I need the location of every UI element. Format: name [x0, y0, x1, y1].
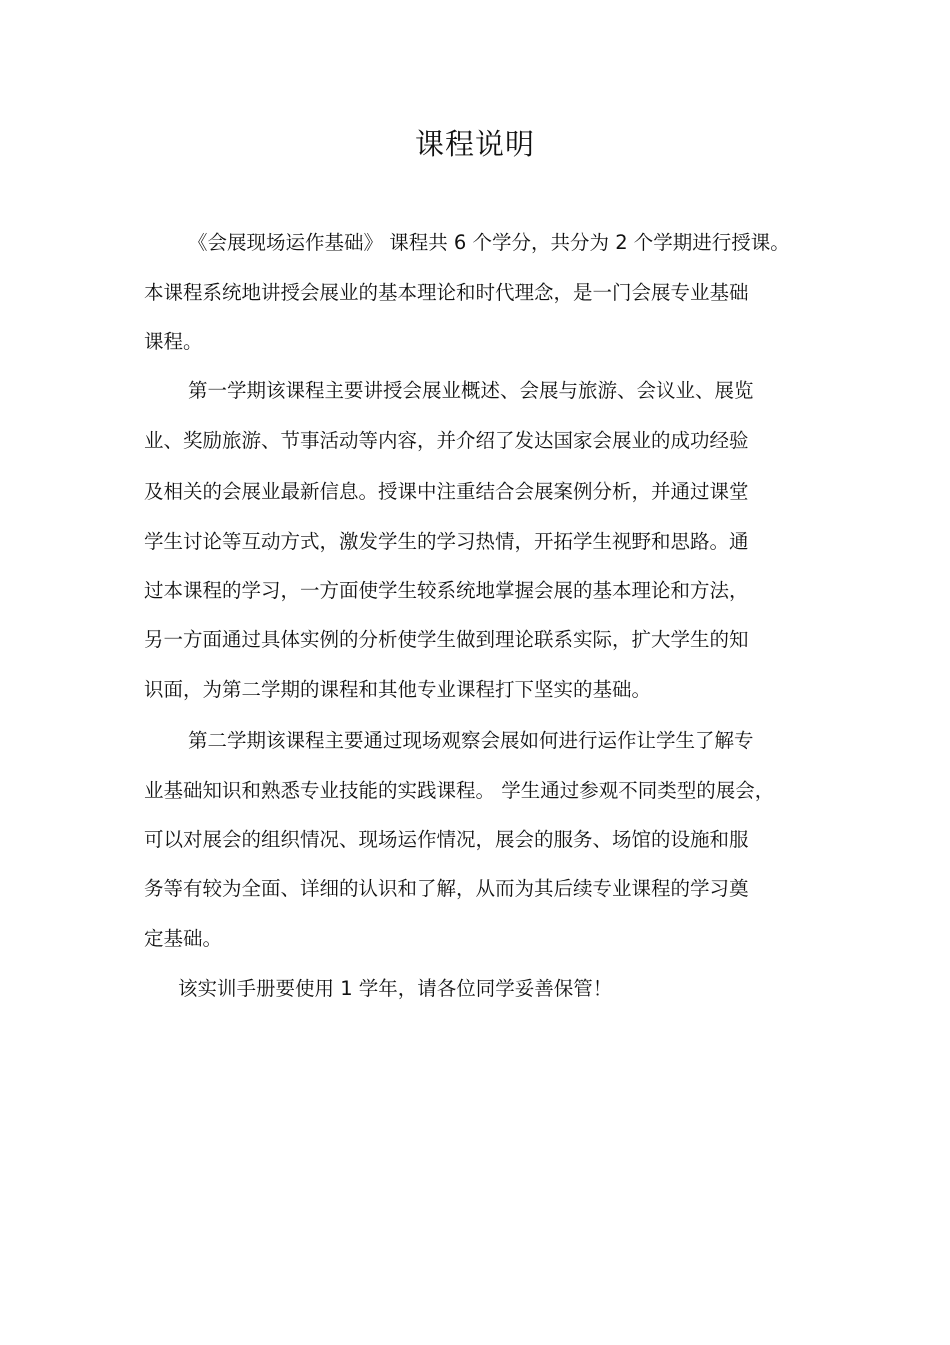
- body-line-5: 业、奖励旅游、节事活动等内容，并介绍了发达国家会展业的成功经验: [144, 429, 749, 452]
- body-line-15: 定基础。: [144, 927, 223, 950]
- body-line-3: 课程。: [144, 330, 203, 353]
- body-line-10: 识面，为第二学期的课程和其他专业课程打下坚实的基础。: [144, 678, 652, 701]
- body-line-4: 第一学期该课程主要讲授会展业概述、会展与旅游、会议业、展览: [188, 379, 754, 402]
- body-line-6: 及相关的会展业最新信息。授课中注重结合会展案例分析，并通过课堂: [144, 480, 749, 503]
- body-line-7: 学生讨论等互动方式，激发学生的学习热情，开拓学生视野和思路。通: [144, 530, 749, 553]
- body-line-12: 业基础知识和熟悉专业技能的实践课程。 学生通过参观不同类型的展会，: [144, 779, 775, 802]
- body-line-8: 过本课程的学习，一方面使学生较系统地掌握会展的基本理论和方法，: [144, 579, 749, 602]
- body-line-11: 第二学期该课程主要通过现场观察会展如何进行运作让学生了解专: [188, 729, 754, 752]
- body-line-13: 可以对展会的组织情况、现场运作情况，展会的服务、场馆的设施和服: [144, 828, 749, 851]
- body-line-9: 另一方面通过具体实例的分析使学生做到理论联系实际，扩大学生的知: [144, 628, 749, 651]
- body-line-16: 该实训手册要使用 1 学年，请各位同学妥善保管！: [178, 977, 613, 1000]
- body-line-2: 本课程系统地讲授会展业的基本理论和时代理念，是一门会展专业基础: [144, 281, 749, 304]
- page-title: 课程说明: [414, 127, 535, 161]
- body-line-14: 务等有较为全面、详细的认识和了解，从而为其后续专业课程的学习奠: [144, 877, 749, 900]
- body-line-1: 《会展现场运作基础》 课程共 6 个学分，共分为 2 个学期进行授课。: [188, 231, 790, 254]
